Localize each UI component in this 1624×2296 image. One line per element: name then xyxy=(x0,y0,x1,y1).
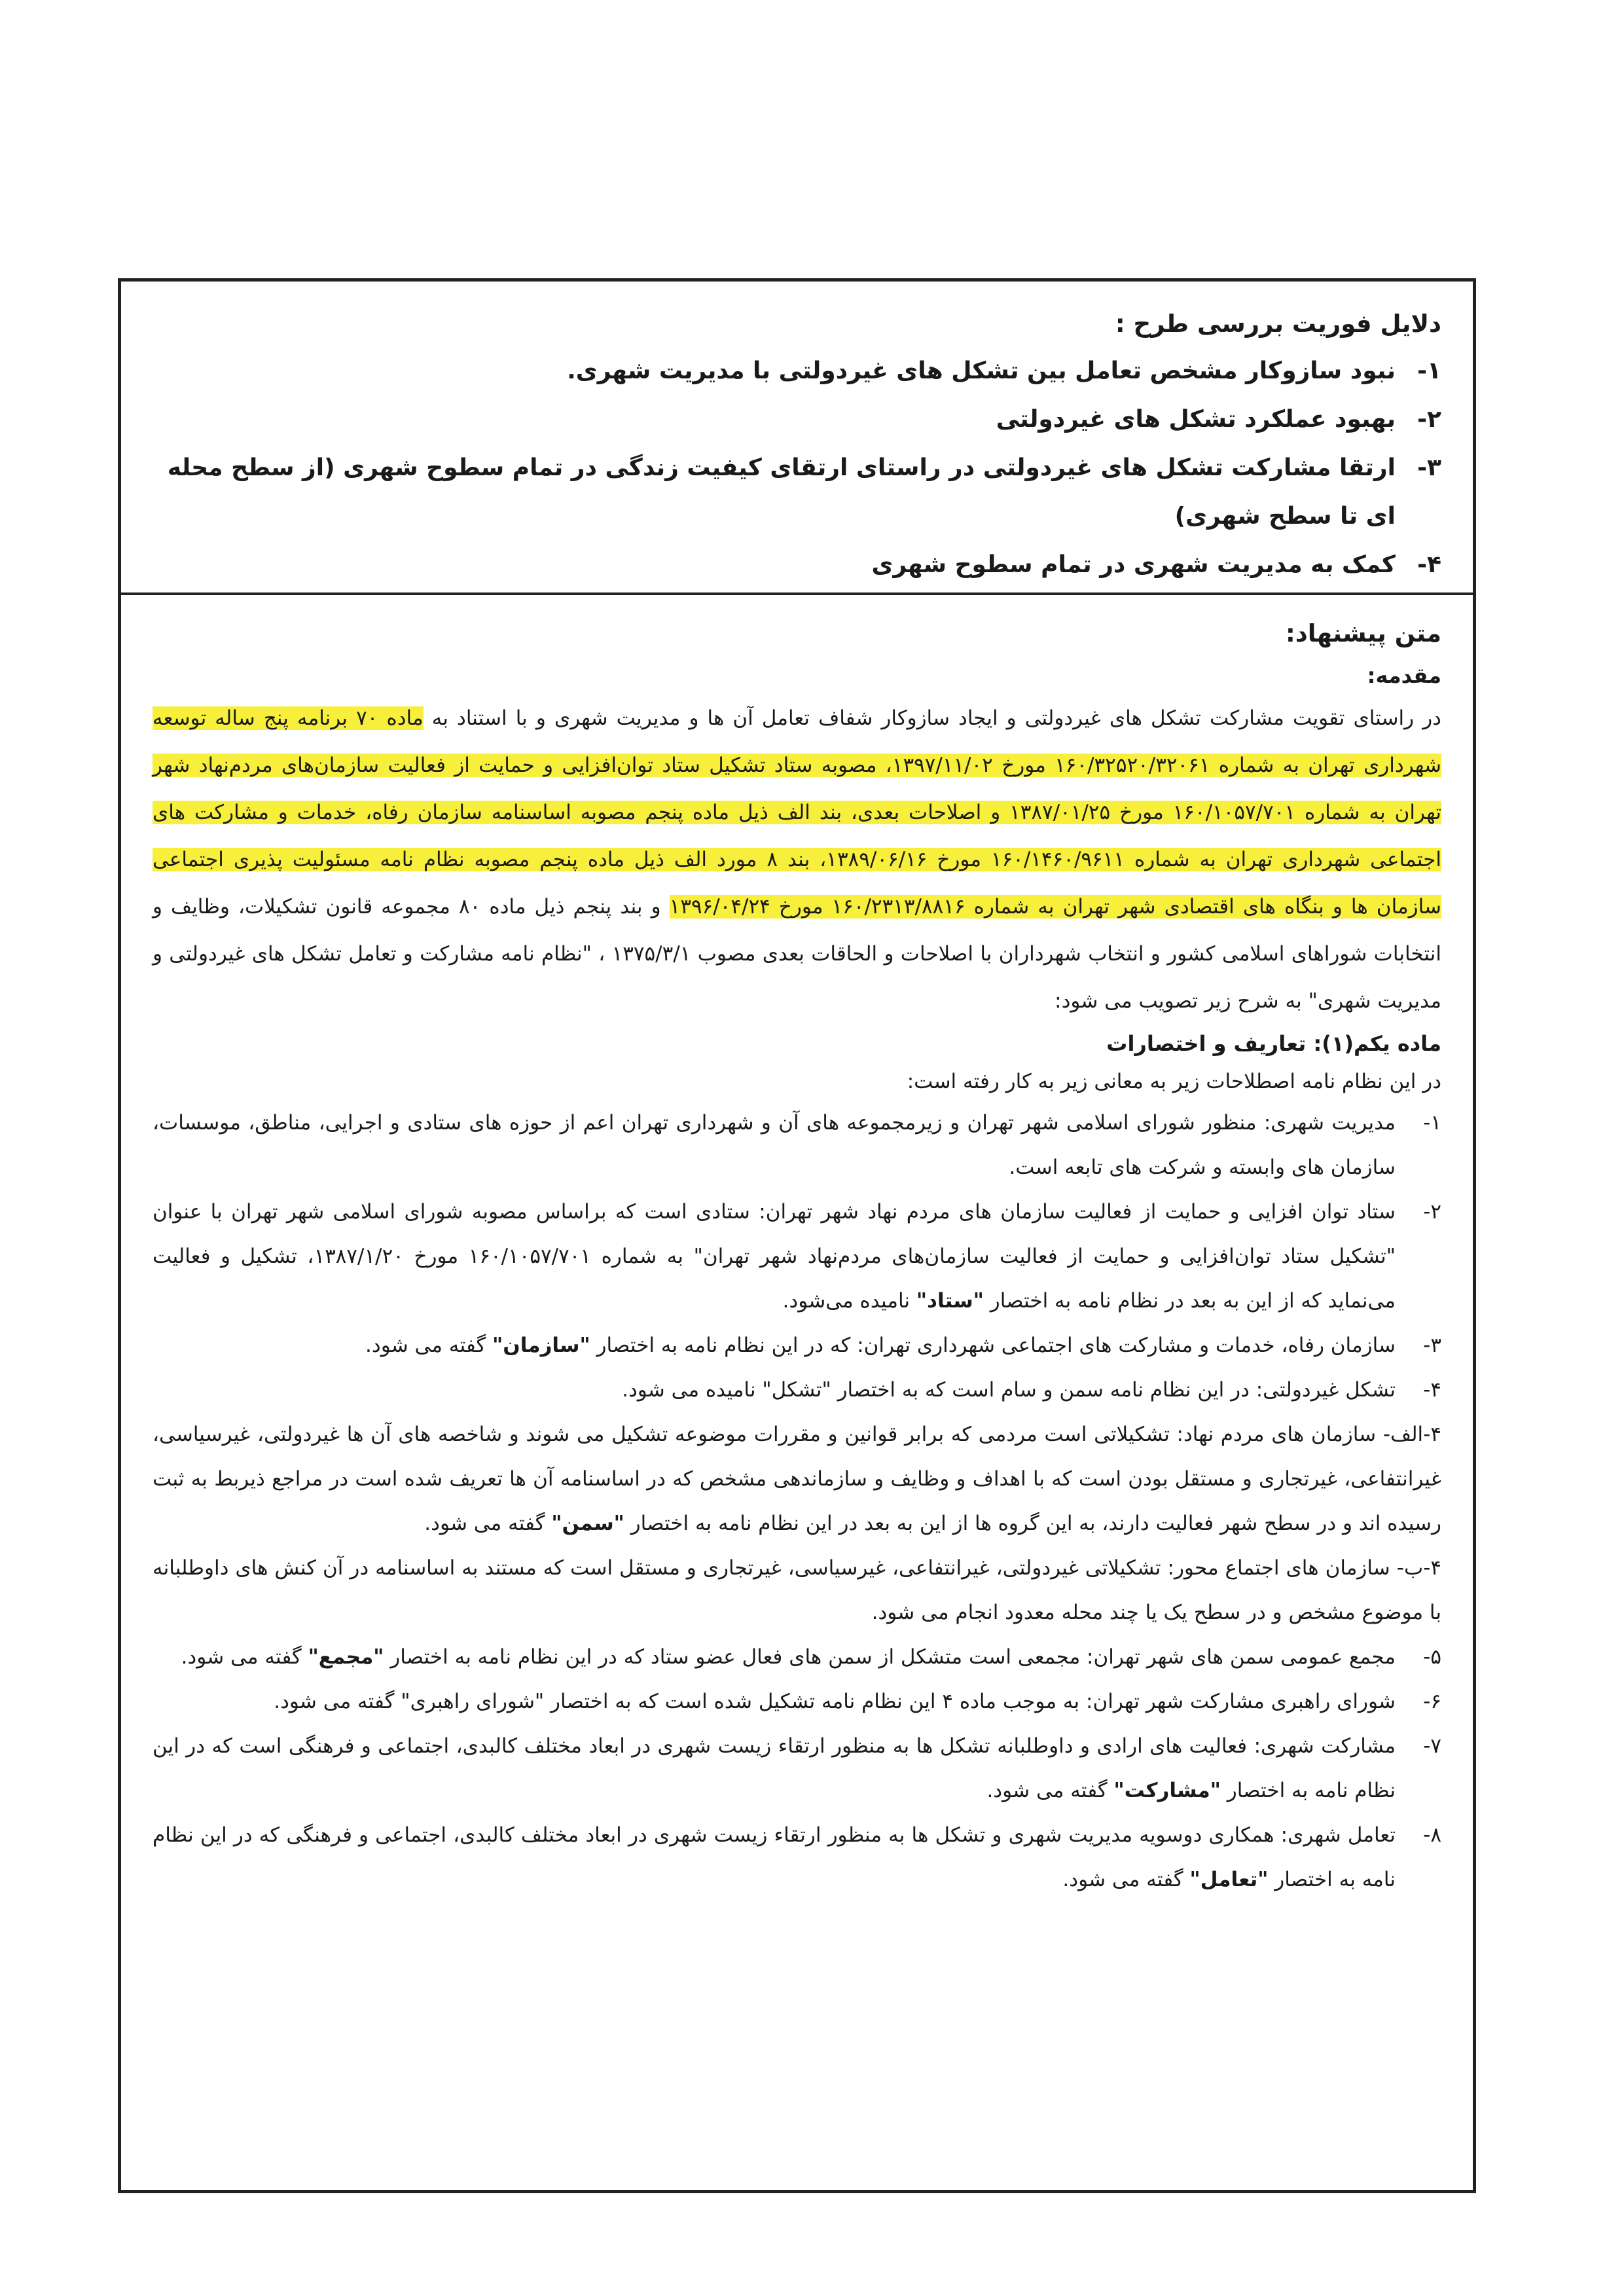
definition-text xyxy=(153,1323,1396,1368)
definition-text-b: گفته می شود. xyxy=(986,1779,1114,1802)
intro-text-a: در راستای تقویت مشارکت تشکل های غیردولتی و ایجاد سازوکار شفاف تعامل آن ها و مدیریت شهری و با استناد به xyxy=(423,706,1441,730)
definition-item xyxy=(153,1368,1441,1412)
reason-number: ۱- xyxy=(1417,357,1441,384)
definition-text xyxy=(153,1679,1396,1724)
urgency-section xyxy=(121,282,1473,592)
definition-abbr: "مشارکت" xyxy=(1113,1779,1221,1802)
definition-text-a: تعامل شهری: همکاری دوسویه مدیریت شهری و تشکل ها به منظور ارتقاء زیست شهری در ابعاد مختلف کالبدی، اجتماعی و فرهنگی که در این نظام نامه به اختصار xyxy=(153,1823,1396,1891)
definition-item xyxy=(153,1724,1441,1813)
subdefinition-text-a: ۴-الف- سازمان های مردم نهاد: تشکیلاتی است مردمی که برابر قوانین و مقررات موضوعه تشکیل می شوند و شاخصه های آن ها غیردولتی، غیرسیاسی، غیرانتفاعی، غیرتجاری و مستقل بودن است که با اهداف و وظایف و سازماندهی مشخص که در اساسنامه آن ها تعریف شده است در مراجع ذیربط به ثبت رسیده اند و در سطح شهر فعالیت دارند، به این گروه ها از این به بعد در این نظام نامه به اختصار xyxy=(153,1423,1441,1535)
reason-text: کمک به مدیریت شهری در تمام سطوح شهری xyxy=(871,551,1396,578)
reason-item xyxy=(153,347,1441,395)
intro-paragraph xyxy=(153,695,1441,1025)
definition-text xyxy=(153,1813,1396,1902)
definition-number: ۳- xyxy=(1423,1334,1441,1357)
subdefinition-text-a: ۴-ب- سازمان های اجتماع محور: تشکیلاتی غیردولتی، غیرانتفاعی، غیرسیاسی، غیرتجاری و مستقل است که مستند به اساسنامه در آن کنش های داوطلبانه با موضوع مشخص و در سطح یک یا چند محله معدود انجام می شود. xyxy=(153,1556,1441,1624)
subdefinition-item xyxy=(153,1412,1441,1546)
definition-text xyxy=(153,1635,1396,1679)
article1-lead: در این نظام نامه اصطلاحات زیر به معانی زیر به کار رفته است: xyxy=(907,1070,1441,1093)
definition-text-b: گفته می شود. xyxy=(181,1645,308,1669)
definition-text-a: سازمان رفاه، خدمات و مشارکت های اجتماعی شهرداری تهران: که در این نظام نامه به اختصار xyxy=(590,1334,1396,1357)
definition-number: ۴- xyxy=(1423,1378,1441,1402)
highlighted-citation: ماده ۷۰ برنامه پنج ساله توسعه شهرداری تهران به شماره ۱۶۰/۳۲۵۲۰/۳۲۰۶۱ مورخ ۱۳۹۷/۱۱/۰۲، مصوبه ستاد تشکیل ستاد توان‌افزایی و حمایت از فعالیت سازمان‌های مردم‌نهاد شهر تهران به شماره ۱۶۰/۱۰۵۷/۷۰۱ مورخ ۱۳۸۷/۰۱/۲۵ و اصلاحات بعدی، بند الف ذیل ماده پنجم مصوبه اساسنامه سازمان رفاه، خدمات و مشارکت های اجتماعی شهرداری تهران به شماره ۱۶۰/۱۴۶۰/۹۶۱۱ مورخ ۱۳۸۹/۰۶/۱۶، بند ۸ مورد الف ذیل ماده پنجم مصوبه نظام نامه مسئولیت پذیری اجتماعی سازمان ها و بنگاه های اقتصادی شهر تهران به شماره ۱۶۰/۲۳۱۳/۸۸۱۶ مورخ ۱۳۹۶/۰۴/۲۴ xyxy=(153,706,1442,919)
document-frame xyxy=(118,278,1476,2193)
definition-number: ۷- xyxy=(1423,1734,1441,1758)
reason-item xyxy=(153,444,1441,541)
reason-number: ۴- xyxy=(1417,551,1441,578)
intro-label: مقدمه: xyxy=(1367,663,1441,688)
definition-abbr: "سازمان" xyxy=(492,1334,590,1357)
subdefinition-text-b: گفته می شود. xyxy=(424,1512,552,1535)
definition-text: تشکل غیردولتی: در این نظام نامه سمن و سام است که به اختصار "تشکل" نامیده می شود. xyxy=(622,1378,1396,1402)
definition-item xyxy=(153,1101,1441,1190)
definition-abbr: "تعامل" xyxy=(1189,1868,1269,1891)
article1-title: ماده یکم(۱): تعاریف و اختصارات xyxy=(1106,1031,1441,1056)
reason-text: ارتقا مشارکت تشکل های غیردولتی در راستای ارتقای کیفیت زندگی در تمام سطوح شهری (از سطح محله ای تا سطح شهری) xyxy=(167,454,1396,530)
reason-number: ۲- xyxy=(1417,406,1441,433)
definition-text: مدیریت شهری: منظور شورای اسلامی شهر تهران و زیرمجموعه های آن و شهرداری تهران اعم از حوزه های ستادی و اجرایی، مناطق، موسسات، سازمان های وابسته و شرکت های تابعه است. xyxy=(153,1111,1396,1179)
proposal-section xyxy=(121,595,1473,2190)
reason-number: ۳- xyxy=(1417,454,1441,481)
definition-text xyxy=(153,1190,1396,1323)
definition-text-a: ستاد توان افزایی و حمایت از فعالیت سازمان های مردم نهاد شهر تهران: ستادی است که براساس مصوبه شورای اسلامی شهر تهران با عنوان "تشکیل ستاد توان‌افزایی و حمایت از فعالیت سازمان‌های مردم‌نهاد شهر تهران" به شماره ۱۶۰/۱۰۵۷/۷۰۱ مورخ ۱۳۸۷/۱/۲۰، تشکیل و فعالیت می‌نماید که از این به بعد در نظام نامه به اختصار xyxy=(153,1200,1396,1313)
subdefinition-item xyxy=(153,1546,1441,1635)
reason-item xyxy=(153,541,1441,589)
definition-number: ۱- xyxy=(1423,1111,1441,1135)
definition-number: ۵- xyxy=(1423,1645,1441,1669)
definition-text-a: مشارکت شهری: فعالیت های ارادی و داوطلبانه تشکل ها به منظور ارتقاء زیست شهری در ابعاد مختلف کالبدی، اجتماعی و فرهنگی است که در این نظام نامه به اختصار xyxy=(153,1734,1396,1802)
urgency-heading: دلایل فوریت بررسی طرح : xyxy=(1115,310,1441,338)
definition-text-b: گفته می شود. xyxy=(1062,1868,1190,1891)
reason-text: نبود سازوکار مشخص تعامل بین تشکل های غیردولتی با مدیریت شهری. xyxy=(567,357,1396,384)
reason-item xyxy=(153,395,1441,444)
definition-text-b: گفته می شود. xyxy=(365,1334,493,1357)
definition-text-a: شورای راهبری مشارکت شهر تهران: به موجب ماده ۴ این نظام نامه تشکیل شده است که به اختصار "شورای راهبری" گفته می شود. xyxy=(274,1690,1396,1713)
proposal-heading: متن پیشنهاد: xyxy=(1285,619,1441,647)
definition-item xyxy=(153,1679,1441,1724)
reason-text: بهبود عملکرد تشکل های غیردولتی xyxy=(996,406,1396,433)
definition-number: ۶- xyxy=(1423,1690,1441,1713)
intro-text-b: و بند پنجم ذیل ماده ۸۰ مجموعه قانون تشکیلات، وظایف و انتخابات شوراهای اسلامی کشور و انتخاب شهرداران با اصلاحات و الحاقات بعدی مصوب ۱۳۷۵/۳/۱ ، "نظام نامه مشارکت و تعامل تشکل های غیردولتی و مدیریت شهری" به شرح زیر تصویب می شود: xyxy=(153,895,1441,1013)
subdefinition-abbr: "سمن" xyxy=(551,1512,624,1535)
definition-item xyxy=(153,1323,1441,1368)
definition-item xyxy=(153,1635,1441,1679)
definition-abbr: "مجمع" xyxy=(308,1645,384,1669)
definition-abbr: "ستاد" xyxy=(916,1289,984,1313)
definition-number: ۸- xyxy=(1423,1823,1441,1847)
definition-item xyxy=(153,1190,1441,1323)
definition-text-b: نامیده می‌شود. xyxy=(782,1289,916,1313)
definition-text xyxy=(153,1724,1396,1813)
definition-item xyxy=(153,1813,1441,1902)
definition-number: ۲- xyxy=(1423,1200,1441,1224)
definition-text-a: مجمع عمومی سمن های شهر تهران: مجمعی است متشکل از سمن های فعال عضو ستاد که در این نظام نامه به اختصار xyxy=(384,1645,1396,1669)
